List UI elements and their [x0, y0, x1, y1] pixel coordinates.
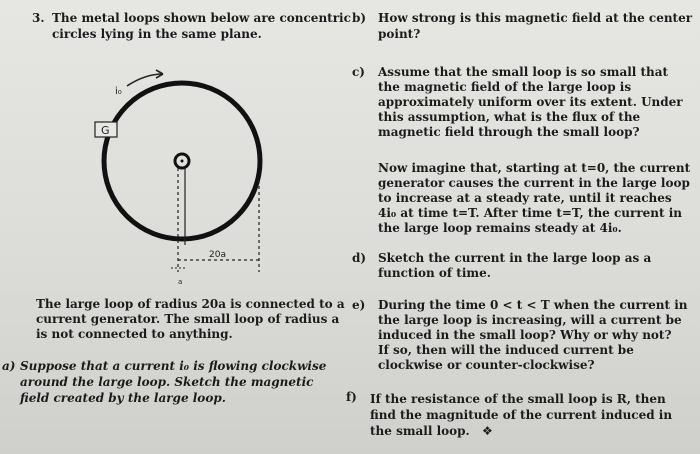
- part-e-line1: During the time 0 < t < T when the current in: [378, 298, 688, 312]
- caption-line2: current generator. The small loop of radius a: [36, 312, 340, 326]
- part-b-line1: How strong is this magnetic field at the center: [378, 11, 693, 25]
- part-f-line3: the small loop.: [370, 424, 470, 438]
- part-a-line3: field created by the large loop.: [20, 391, 226, 405]
- small-radius-label: a: [178, 278, 183, 286]
- problem-intro-line1: The metal loops shown below are concentric: [52, 11, 351, 25]
- problem-intro-line2: circles lying in the same plane.: [52, 27, 262, 41]
- part-e-line3: induced in the small loop? Why or why not?: [378, 328, 672, 342]
- radius-label: 20a: [209, 250, 226, 260]
- end-mark-icon: ❖: [482, 424, 493, 438]
- part-a-line1: Suppose that a current i₀ is flowing clockwise: [20, 359, 327, 373]
- scenario-line4: 4i₀ at time t=T. After time t=T, the current in: [378, 206, 683, 220]
- scenario-line3: to increase at a steady rate, until it reaches: [378, 191, 672, 205]
- scenario-line2: generator causes the current in the large loop: [378, 176, 690, 190]
- part-c-line2: the magnetic field of the large loop is: [378, 80, 632, 94]
- caption-line1: The large loop of radius 20a is connected to a: [36, 297, 345, 311]
- part-e-tag: e): [352, 298, 366, 312]
- part-d-line1: Sketch the current in the large loop as a: [378, 251, 652, 265]
- part-f-line1: If the resistance of the small loop is R, then: [370, 392, 666, 406]
- part-f-line2: find the magnitude of the current induced in: [370, 408, 673, 422]
- scenario-line5: the large loop remains steady at 4i₀.: [378, 221, 622, 235]
- problem-number: 3.: [32, 11, 45, 25]
- generator-label: G: [101, 124, 110, 137]
- part-b-tag: b): [352, 11, 367, 25]
- part-c-line3: approximately uniform over its extent. Under: [378, 95, 683, 109]
- part-d-tag: d): [352, 251, 367, 265]
- concentric-loops-figure: [85, 60, 285, 290]
- part-f-tag: f): [346, 390, 357, 404]
- current-label: i₀: [115, 86, 122, 97]
- caption-line3: is not connected to anything.: [36, 327, 233, 341]
- part-c-line5: magnetic field through the small loop?: [378, 125, 640, 139]
- part-c-line1: Assume that the small loop is so small that: [378, 65, 669, 79]
- part-d-line2: function of time.: [378, 266, 491, 280]
- part-c-tag: c): [352, 65, 365, 79]
- part-e-line2: the large loop is increasing, will a current be: [378, 313, 682, 327]
- scenario-line1: Now imagine that, starting at t=0, the current: [378, 161, 691, 175]
- part-a-tag: a): [2, 359, 16, 373]
- part-a-line2: around the large loop. Sketch the magnetic: [20, 375, 314, 389]
- part-c-line4: this assumption, what is the flux of the: [378, 110, 641, 124]
- part-e-line5: clockwise or counter-clockwise?: [378, 358, 595, 372]
- current-arrow: [127, 74, 163, 86]
- part-b-line2: point?: [378, 27, 421, 41]
- part-e-line4: If so, then will the induced current be: [378, 343, 634, 357]
